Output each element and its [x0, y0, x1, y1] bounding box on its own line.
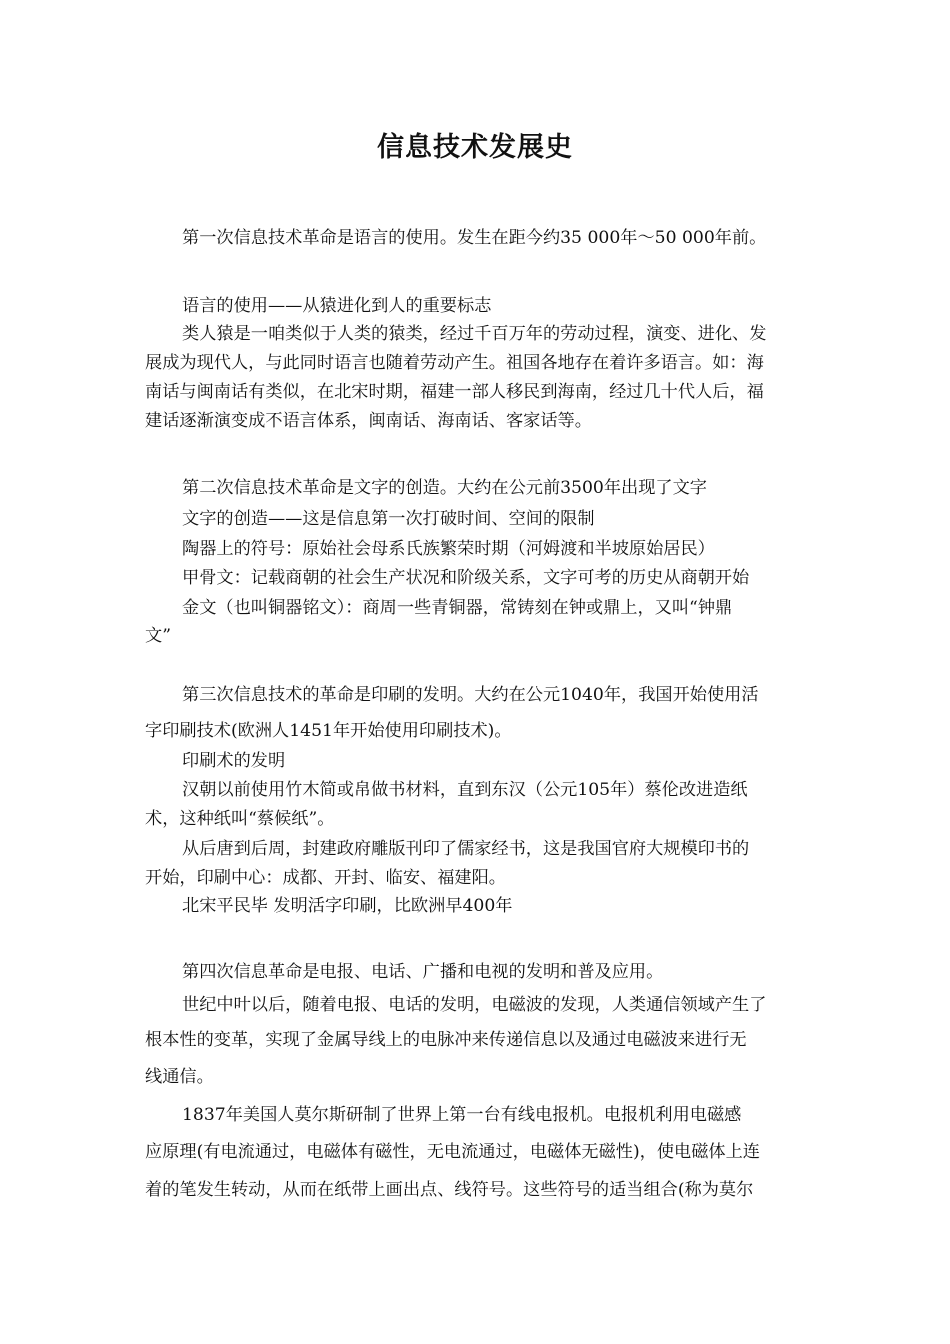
paragraph-line: 文”	[145, 626, 171, 646]
paragraph-line: 第四次信息革命是电报、电话、广播和电视的发明和普及应用。	[182, 962, 664, 982]
paragraph-line: 北宋平民毕 发明活字印刷，比欧洲早400年	[182, 896, 513, 916]
paragraph-line: 语言的使用——从猿进化到人的重要标志	[182, 296, 492, 316]
paragraph-line: 应原理(有电流通过，电磁体有磁性，无电流通过，电磁体无磁性)，使电磁体上连	[145, 1142, 760, 1162]
paragraph-line: 金文（也叫铜器铭文）：商周一些青铜器，常铸刻在钟或鼎上，又叫“钟鼎	[182, 598, 733, 618]
document-title: 信息技术发展史	[377, 132, 573, 163]
paragraph-line: 世纪中叶以后，随着电报、电话的发明，电磁波的发现，人类通信领域产生了	[182, 995, 767, 1015]
paragraph-line: 南话与闽南话有类似，在北宋时期，福建一部人移民到海南，经过几十代人后，福	[145, 382, 764, 402]
paragraph-line: 第二次信息技术革命是文字的创造。大约在公元前3500年出现了文字	[182, 478, 707, 498]
paragraph-line: 甲骨文：记载商朝的社会生产状况和阶级关系，文字可考的历史从商朝开始	[182, 568, 750, 588]
paragraph-line: 类人猿是一咱类似于人类的猿类，经过千百万年的劳动过程，演变、进化、发	[182, 324, 767, 344]
paragraph-line: 展成为现代人，与此同时语言也随着劳动产生。祖国各地存在着许多语言。如：海	[145, 353, 764, 373]
paragraph-line: 根本性的变革，实现了金属导线上的电脉冲来传递信息以及通过电磁波来进行无	[145, 1030, 747, 1050]
paragraph-line: 从后唐到后周，封建政府雕版刊印了儒家经书，这是我国官府大规模印书的	[182, 839, 750, 859]
paragraph-line: 着的笔发生转动，从而在纸带上画出点、线符号。这些符号的适当组合(称为莫尔	[145, 1180, 754, 1200]
paragraph-line: 第一次信息技术革命是语言的使用。发生在距今约35 000年～50 000年前。	[182, 228, 767, 248]
paragraph-line: 1837年美国人莫尔斯研制了世界上第一台有线电报机。电报机利用电磁感	[182, 1105, 742, 1125]
paragraph-line: 线通信。	[145, 1067, 214, 1087]
paragraph-line: 建话逐渐演变成不语言体系，闽南话、海南话、客家话等。	[145, 411, 592, 431]
paragraph-line: 汉朝以前使用竹木简或帛做书材料，直到东汉（公元105年）蔡伦改进造纸	[182, 780, 748, 800]
paragraph-line: 字印刷技术(欧洲人1451年开始使用印刷技术)。	[145, 721, 512, 741]
paragraph-line: 文字的创造——这是信息第一次打破时间、空间的限制	[182, 509, 595, 529]
paragraph-line: 开始，印刷中心：成都、开封、临安、福建阳。	[145, 868, 506, 888]
paragraph-line: 陶器上的符号：原始社会母系氏族繁荣时期（河姆渡和半坡原始居民）	[182, 539, 715, 559]
paragraph-line: 术，这种纸叫“蔡候纸”。	[145, 809, 335, 829]
paragraph-line: 印刷术的发明	[182, 751, 286, 771]
paragraph-line: 第三次信息技术的革命是印刷的发明。大约在公元1040年，我国开始使用活	[182, 685, 759, 705]
